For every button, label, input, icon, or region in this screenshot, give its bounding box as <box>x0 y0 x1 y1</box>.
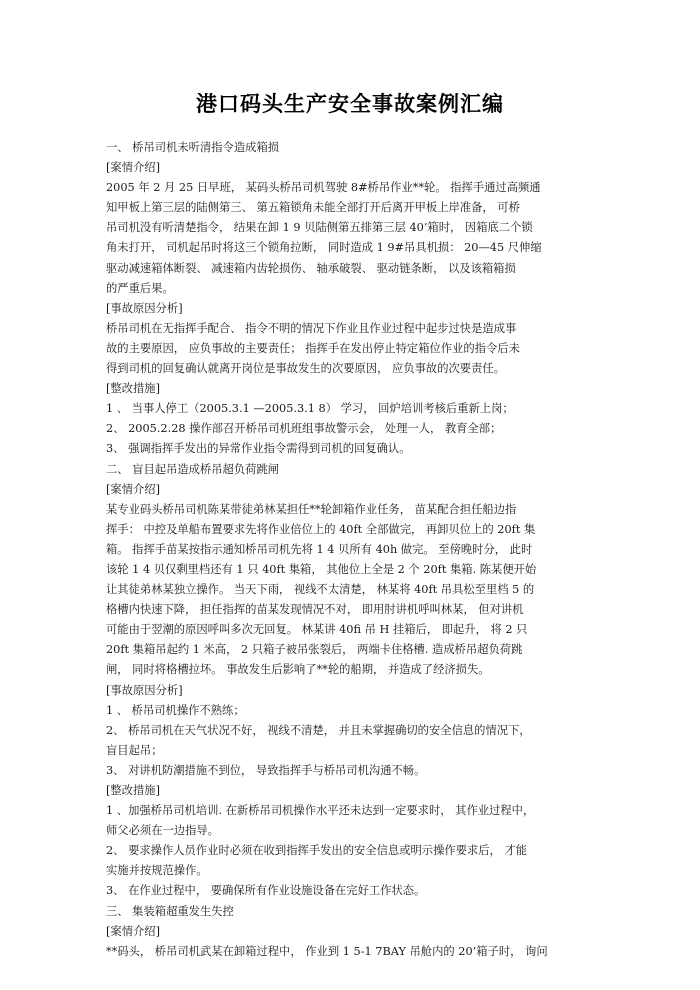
text-line: [整改措施] <box>106 784 161 797</box>
text-line: 2、 2005.2.28 操作部召开桥吊司机班组事故警示会， 处理一人， 教育全部； <box>106 422 502 436</box>
text-line: 该轮 1 4 贝仅剩里档还有 1 只 40ft 集箱， 其他位上全是 2 个 20ft 集箱. 陈某便开始 <box>106 562 537 576</box>
text-line: 格槽内快速下降， 担任指挥的苗某发现情况不对， 即用肘讲机呼叫林某， 但对讲机 <box>106 603 524 617</box>
text-line: 知甲板上第三层的陆侧第三、 第五箱锁角未能全部打开后离开甲板上岸准备， 可桥 <box>106 201 520 215</box>
text-line: 2005 年 2 月 25 日早班， 某码头桥吊司机驾驶 8#桥吊作业**轮。 指挥手通过高频通 <box>106 181 541 195</box>
text-line: 故的主要原因， 应负事故的主要责任； 指挥手在发出停止特定箱位作业的指令后未 <box>106 341 520 355</box>
text-line: [案情介绍] <box>106 161 161 175</box>
text-line: 闸， 同时将格槽拉坏。 事故发生后影响了**轮的船期， 并造成了经济损失。 <box>106 663 490 677</box>
text-line: 3、 强调指挥手发出的异常作业指令需得到司机的回复确认。 <box>106 442 411 456</box>
text-line: 驱动减速箱体断裂、 减速箱内齿轮损伤、 轴承破裂、 驱动链条断， 以及该箱箱损 <box>106 261 516 275</box>
text-line: 三、 集装箱超重发生失控 <box>106 904 234 918</box>
text-line: 3、 在作业过程中， 要确保所有作业设施设备在完好工作状态。 <box>106 884 426 898</box>
document-body <box>106 138 606 962</box>
text-line: 师父必须在一边指导。 <box>106 824 219 838</box>
text-line: 20ft 集箱吊起约 1 米高， 2 只箱子被吊张裂后， 两端卡住格槽. 造成桥吊超负荷跳 <box>106 643 523 657</box>
text-line: 箱。 指挥手苗某按指示通知桥吊司机先将 1 4 贝所有 40h 做完。 至傍晚时分， 此时 <box>106 542 533 556</box>
text-line: 桥吊司机在无指挥手配合、 指令不明的情况下作业且作业过程中起步过快是造成事 <box>106 321 517 335</box>
text-line: [案情介绍] <box>106 482 161 496</box>
text-line: 某专业码头桥吊司机陈某带徒弟林某担任**轮卸箱作业任务， 苗某配合担任船边指 <box>106 502 517 516</box>
text-line: 的严重后果。 <box>106 281 174 295</box>
text-line: 盲目起吊； <box>106 743 163 757</box>
text-line: 1 、 当事人停工（2005.3.1 —2005.3.1 8） 学习， 回炉培训考核后重新上岗； <box>106 402 514 416</box>
text-line: 二、 盲目起吊造成桥吊超负荷跳闸 <box>106 462 280 476</box>
text-line: [事故原因分析] <box>106 301 183 315</box>
text-line: **码头， 桥吊司机武某在卸箱过程中， 作业到 1 5-1 7BAY 吊舱内的 20’箱子时， 询问 <box>106 944 548 958</box>
text-line: 2、 桥吊司机在天气状况不好， 视线不清楚， 并且未掌握确切的安全信息的情况下， <box>106 723 531 737</box>
text-line: 挥手： 中控及单船布置要求先将作业倍位上的 40ft 全部做完， 再卸贝位上的 20ft 集 <box>106 522 536 536</box>
text-line: 得到司机的回复确认就离开岗位是事故发生的次要原因， 应负事故的次要责任。 <box>106 362 505 376</box>
text-line: [案情介绍] <box>106 924 161 938</box>
text-line: [整改措施] <box>106 382 161 396</box>
text-line: 实施并按规范操作。 <box>106 864 208 878</box>
text-line: 3、 对讲机防潮措施不到位， 导致指挥手与桥吊司机沟通不畅。 <box>106 763 426 777</box>
document-title: 港口码头生产安全事故案例汇编 <box>196 92 504 116</box>
text-line: 1 、 桥吊司机操作不熟练； <box>106 703 245 717</box>
text-line: 2、 要求操作人员作业时必须在收到指挥手发出的安全信息或明示操作要求后， 才能 <box>106 844 528 858</box>
text-line: 让其徒弟林某独立操作。 当天下雨， 视线不太清楚， 林某将 40ft 吊具松至里档 5 的 <box>106 583 535 597</box>
text-line: 1 、加强桥吊司机培训. 在新桥吊司机操作水平还未达到一定要求时， 其作业过程中， <box>106 804 535 818</box>
text-line: 一、 桥吊司机未听清指令造成箱损 <box>106 141 280 154</box>
text-line: 吊司机没有听清楚指令， 结果在卸 1 9 贝陆侧第五排第三层 40’箱时， 因箱底二个锁 <box>106 221 533 235</box>
text-line: [事故原因分析] <box>106 683 183 697</box>
text-line: 可能由于翌潮的原因呼叫多次无回复。 林某讲 40fi 吊 H 挂箱后， 即起升， 将 2 只 <box>106 623 528 637</box>
text-line: 角未打开， 司机起吊时将这三个锁角拉断， 同时造成 1 9#吊具机损： 20—45 尺伸缩 <box>106 241 542 255</box>
